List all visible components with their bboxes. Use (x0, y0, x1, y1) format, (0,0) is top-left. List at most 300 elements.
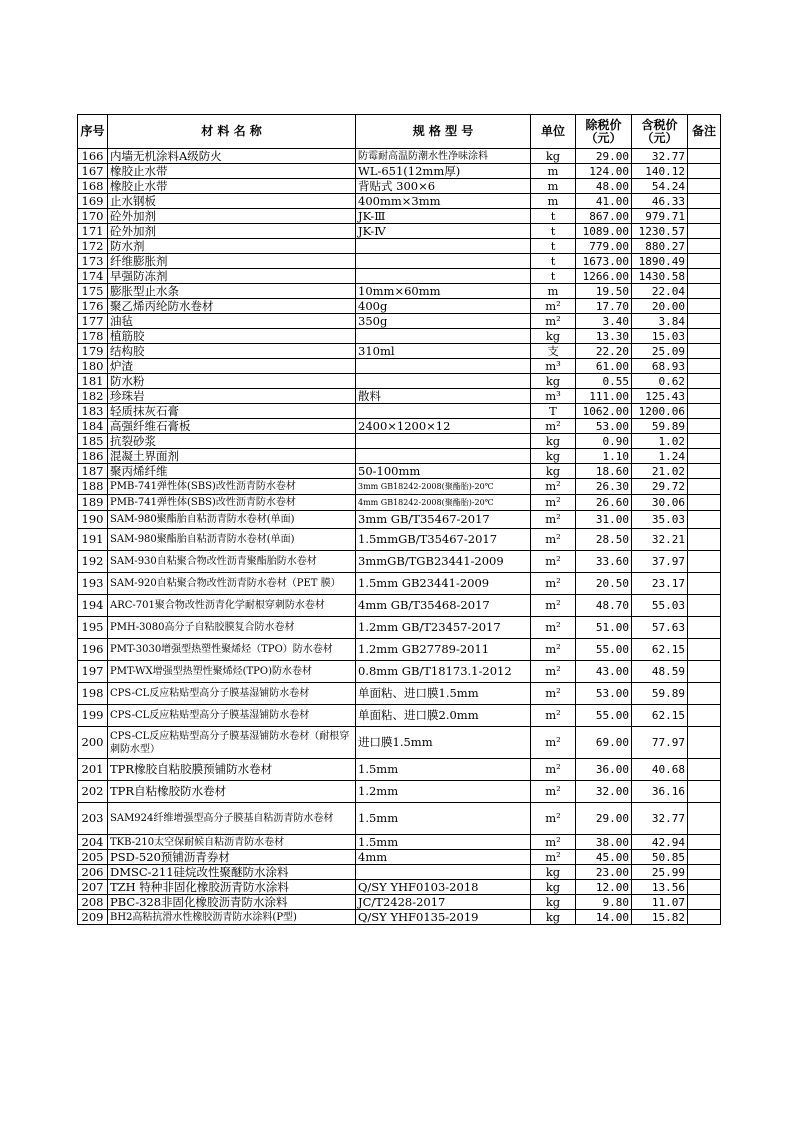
table-row (78, 149, 721, 164)
row-no: 175 (78, 284, 108, 299)
row-price-in-tax: 55.03 (632, 595, 688, 617)
row-no: 182 (78, 389, 108, 404)
row-no: 188 (78, 479, 108, 495)
row-note (688, 149, 721, 164)
row-no: 203 (78, 803, 108, 835)
row-price-in-tax: 35.03 (632, 511, 688, 529)
row-spec (356, 865, 531, 880)
row-spec: JC/T2428-2017 (356, 895, 531, 910)
row-note (688, 344, 721, 359)
row-price-ex-tax: 779.00 (576, 239, 632, 254)
row-no: 173 (78, 254, 108, 269)
table-row (78, 727, 721, 759)
row-material-name: 防水粉 (108, 374, 356, 389)
table-row (78, 254, 721, 269)
row-price-in-tax: 42.94 (632, 835, 688, 850)
row-spec: 4mm GB18242-2008(聚酯胎)-20℃ (356, 495, 531, 511)
row-spec: 1.5mm (356, 803, 531, 835)
row-price-in-tax: 979.71 (632, 209, 688, 224)
row-material-name: PBC-328非固化橡胶沥青防水涂料 (108, 895, 356, 910)
row-material-name: 早强防冻剂 (108, 269, 356, 284)
row-price-in-tax: 21.02 (632, 464, 688, 479)
row-price-in-tax: 22.04 (632, 284, 688, 299)
row-spec: 1.5mm (356, 759, 531, 781)
row-price-ex-tax: 0.90 (576, 434, 632, 449)
table-row (78, 617, 721, 639)
row-material-name: TZH 特种非固化橡胶沥青防水涂料 (108, 880, 356, 895)
row-no: 186 (78, 449, 108, 464)
row-price-in-tax: 0.62 (632, 374, 688, 389)
row-note (688, 835, 721, 850)
row-spec: 1.5mmGB/T35467-2017 (356, 529, 531, 551)
row-material-name: 纤维膨胀剂 (108, 254, 356, 269)
row-material-name: 砼外加剂 (108, 224, 356, 239)
row-material-name: 聚乙烯丙纶防水卷材 (108, 299, 356, 314)
row-price-ex-tax: 14.00 (576, 910, 632, 925)
row-spec: 2400×1200×12 (356, 419, 531, 434)
row-material-name: SAM-920自粘聚合物改性沥青防水卷材（PET 膜） (108, 573, 356, 595)
header-note: 备注 (688, 115, 721, 149)
row-unit: kg (531, 449, 576, 464)
row-no: 180 (78, 359, 108, 374)
row-spec: 散料 (356, 389, 531, 404)
row-price-ex-tax: 48.00 (576, 179, 632, 194)
table-row (78, 404, 721, 419)
row-material-name: BH2高粘抗滑水性橡胶沥青防水涂料(P型) (108, 910, 356, 925)
row-price-in-tax: 3.84 (632, 314, 688, 329)
row-material-name: TPR橡胶自粘胶膜预铺防水卷材 (108, 759, 356, 781)
row-spec: 1.2mm GB/T23457-2017 (356, 617, 531, 639)
row-material-name: 防水剂 (108, 239, 356, 254)
row-unit: m² (531, 314, 576, 329)
row-price-in-tax: 59.89 (632, 683, 688, 705)
row-spec: 4mm GB/T35468-2017 (356, 595, 531, 617)
row-unit: m² (531, 781, 576, 803)
row-unit: m² (531, 759, 576, 781)
row-price-ex-tax: 18.60 (576, 464, 632, 479)
row-no: 199 (78, 705, 108, 727)
row-spec: 3mmGB/TGB23441-2009 (356, 551, 531, 573)
row-unit: kg (531, 329, 576, 344)
row-price-in-tax: 20.00 (632, 299, 688, 314)
row-note (688, 254, 721, 269)
row-note (688, 299, 721, 314)
table-row (78, 329, 721, 344)
header-price-ex-tax-line1: 除税价 (585, 117, 622, 132)
row-note (688, 573, 721, 595)
row-price-in-tax: 62.15 (632, 639, 688, 661)
row-price-ex-tax: 29.00 (576, 149, 632, 164)
row-spec: 350g (356, 314, 531, 329)
table-row (78, 573, 721, 595)
table-row (78, 449, 721, 464)
row-price-ex-tax: 55.00 (576, 705, 632, 727)
row-no: 177 (78, 314, 108, 329)
row-spec: 1.5mm GB23441-2009 (356, 573, 531, 595)
row-spec: 4mm (356, 850, 531, 865)
row-material-name: TKB-210太空保耐候自粘沥青防水卷材 (108, 835, 356, 850)
row-price-in-tax: 140.12 (632, 164, 688, 179)
header-unit: 单位 (531, 115, 576, 149)
row-no: 202 (78, 781, 108, 803)
row-spec: 单面粘、进口膜1.5mm (356, 683, 531, 705)
table-row (78, 374, 721, 389)
row-material-name: 混凝土界面剂 (108, 449, 356, 464)
table-row (78, 759, 721, 781)
row-unit: m² (531, 529, 576, 551)
header-name: 材 料 名 称 (108, 115, 356, 149)
row-price-in-tax: 32.21 (632, 529, 688, 551)
row-material-name: 聚丙烯纤维 (108, 464, 356, 479)
row-note (688, 850, 721, 865)
row-no: 184 (78, 419, 108, 434)
row-price-in-tax: 1.02 (632, 434, 688, 449)
row-no: 190 (78, 511, 108, 529)
row-price-ex-tax: 61.00 (576, 359, 632, 374)
table-row (78, 269, 721, 284)
row-note (688, 479, 721, 495)
row-material-name: 轻质抹灰石膏 (108, 404, 356, 419)
table-row (78, 781, 721, 803)
row-price-ex-tax: 55.00 (576, 639, 632, 661)
table-header-row (78, 115, 721, 149)
row-price-in-tax: 23.17 (632, 573, 688, 595)
row-spec: JK-Ⅲ (356, 209, 531, 224)
table-row (78, 551, 721, 573)
row-price-in-tax: 1890.49 (632, 254, 688, 269)
row-material-name: 砼外加剂 (108, 209, 356, 224)
table-row (78, 314, 721, 329)
row-note (688, 759, 721, 781)
row-note (688, 359, 721, 374)
table-row (78, 359, 721, 374)
row-price-in-tax: 46.33 (632, 194, 688, 209)
row-price-in-tax: 29.72 (632, 479, 688, 495)
row-price-ex-tax: 51.00 (576, 617, 632, 639)
table-row (78, 511, 721, 529)
row-spec: 0.8mm GB/T18173.1-2012 (356, 661, 531, 683)
table-row (78, 239, 721, 254)
row-price-in-tax: 15.82 (632, 910, 688, 925)
row-unit: kg (531, 149, 576, 164)
row-no: 209 (78, 910, 108, 925)
row-price-ex-tax: 28.50 (576, 529, 632, 551)
row-spec: Q/SY YHF0135-2019 (356, 910, 531, 925)
row-price-ex-tax: 48.70 (576, 595, 632, 617)
header-price-ex-tax-line2: （元） (585, 130, 622, 145)
row-price-in-tax: 880.27 (632, 239, 688, 254)
row-spec (356, 239, 531, 254)
row-unit: t (531, 269, 576, 284)
row-no: 181 (78, 374, 108, 389)
row-note (688, 595, 721, 617)
row-price-ex-tax: 13.30 (576, 329, 632, 344)
row-unit: m (531, 164, 576, 179)
row-no: 206 (78, 865, 108, 880)
row-material-name: CPS-CL反应粘贴型高分子膜基湿铺防水卷材 (108, 683, 356, 705)
table-row (78, 194, 721, 209)
row-material-name: SAM-980聚酯胎自粘沥青防水卷材(单面) (108, 529, 356, 551)
row-no: 205 (78, 850, 108, 865)
row-price-in-tax: 48.59 (632, 661, 688, 683)
row-no: 166 (78, 149, 108, 164)
row-price-ex-tax: 22.20 (576, 344, 632, 359)
row-no: 169 (78, 194, 108, 209)
row-no: 187 (78, 464, 108, 479)
table-row (78, 529, 721, 551)
row-no: 194 (78, 595, 108, 617)
row-unit: kg (531, 880, 576, 895)
row-price-ex-tax: 33.60 (576, 551, 632, 573)
row-price-in-tax: 11.07 (632, 895, 688, 910)
row-unit: m² (531, 639, 576, 661)
table-row (78, 803, 721, 835)
row-note (688, 781, 721, 803)
row-no: 204 (78, 835, 108, 850)
row-spec: 1.5mm (356, 835, 531, 850)
row-price-ex-tax: 69.00 (576, 727, 632, 759)
row-price-in-tax: 40.68 (632, 759, 688, 781)
table-row (78, 705, 721, 727)
row-price-in-tax: 57.63 (632, 617, 688, 639)
row-no: 201 (78, 759, 108, 781)
row-note (688, 880, 721, 895)
row-spec: WL-651(12mm厚) (356, 164, 531, 179)
row-spec: 背贴式 300×6 (356, 179, 531, 194)
row-material-name: CPS-CL反应粘贴型高分子膜基湿铺防水卷材 (108, 705, 356, 727)
material-price-table (77, 114, 721, 925)
row-no: 174 (78, 269, 108, 284)
table-row (78, 344, 721, 359)
row-no: 179 (78, 344, 108, 359)
row-unit: m² (531, 835, 576, 850)
row-unit: T (531, 404, 576, 419)
table-row (78, 895, 721, 910)
row-price-ex-tax: 26.60 (576, 495, 632, 511)
row-no: 189 (78, 495, 108, 511)
row-spec (356, 434, 531, 449)
row-price-ex-tax: 45.00 (576, 850, 632, 865)
row-no: 198 (78, 683, 108, 705)
row-note (688, 727, 721, 759)
row-no: 193 (78, 573, 108, 595)
table-row (78, 880, 721, 895)
row-note (688, 224, 721, 239)
row-material-name: SAM924纤维增强型高分子膜基自粘沥青防水卷材 (108, 803, 356, 835)
table-row (78, 419, 721, 434)
table-row (78, 179, 721, 194)
row-no: 200 (78, 727, 108, 759)
row-material-name: 油毡 (108, 314, 356, 329)
row-note (688, 529, 721, 551)
row-price-in-tax: 62.15 (632, 705, 688, 727)
row-price-in-tax: 25.09 (632, 344, 688, 359)
row-no: 191 (78, 529, 108, 551)
row-material-name: PMH-3080高分子自粘胶膜复合防水卷材 (108, 617, 356, 639)
row-price-ex-tax: 32.00 (576, 781, 632, 803)
row-spec: Q/SY YHF0103-2018 (356, 880, 531, 895)
table-row (78, 661, 721, 683)
row-unit: m² (531, 727, 576, 759)
row-no: 197 (78, 661, 108, 683)
row-unit: m (531, 284, 576, 299)
row-spec: 进口膜1.5mm (356, 727, 531, 759)
row-material-name: 橡胶止水带 (108, 164, 356, 179)
row-material-name: 植筋胶 (108, 329, 356, 344)
row-price-in-tax: 15.03 (632, 329, 688, 344)
row-material-name: 橡胶止水带 (108, 179, 356, 194)
table-row (78, 639, 721, 661)
row-no: 208 (78, 895, 108, 910)
row-spec: 10mm×60mm (356, 284, 531, 299)
row-note (688, 209, 721, 224)
row-unit: m² (531, 617, 576, 639)
row-material-name: 抗裂砂浆 (108, 434, 356, 449)
row-material-name: PMT-3030增强型热塑性聚烯烃（TPO）防水卷材 (108, 639, 356, 661)
row-spec: 310ml (356, 344, 531, 359)
table-row (78, 850, 721, 865)
row-spec (356, 254, 531, 269)
row-note (688, 179, 721, 194)
row-material-name: ARC-701聚合物改性沥青化学耐根穿刺防水卷材 (108, 595, 356, 617)
row-spec: 400g (356, 299, 531, 314)
row-price-in-tax: 36.16 (632, 781, 688, 803)
row-material-name: DMSC-211硅烷改性聚醚防水涂料 (108, 865, 356, 880)
row-material-name: 内墙无机涂料A级防火 (108, 149, 356, 164)
row-unit: m² (531, 803, 576, 835)
header-price-in-tax-line2: （元） (641, 130, 678, 145)
row-note (688, 464, 721, 479)
row-price-ex-tax: 1266.00 (576, 269, 632, 284)
row-price-ex-tax: 19.50 (576, 284, 632, 299)
row-price-ex-tax: 53.00 (576, 419, 632, 434)
row-price-in-tax: 50.85 (632, 850, 688, 865)
row-material-name: PMT-WX增强型热塑性聚烯烃(TPO)防水卷材 (108, 661, 356, 683)
row-note (688, 239, 721, 254)
row-price-in-tax: 37.97 (632, 551, 688, 573)
row-note (688, 617, 721, 639)
row-material-name: 炉渣 (108, 359, 356, 374)
row-material-name: SAM-930自粘聚合物改性沥青聚酯胎防水卷材 (108, 551, 356, 573)
row-no: 207 (78, 880, 108, 895)
row-price-ex-tax: 36.00 (576, 759, 632, 781)
table-row (78, 835, 721, 850)
row-unit: m³ (531, 359, 576, 374)
row-note (688, 683, 721, 705)
table-row (78, 910, 721, 925)
row-spec: 1.2mm GB27789-2011 (356, 639, 531, 661)
row-note (688, 284, 721, 299)
table-row (78, 164, 721, 179)
row-unit: m (531, 179, 576, 194)
row-material-name: PMB-741弹性体(SBS)改性沥青防水卷材 (108, 495, 356, 511)
table-row (78, 434, 721, 449)
row-material-name: 高强纤维石膏板 (108, 419, 356, 434)
row-no: 185 (78, 434, 108, 449)
row-price-in-tax: 13.56 (632, 880, 688, 895)
row-price-ex-tax: 3.40 (576, 314, 632, 329)
row-note (688, 639, 721, 661)
row-price-ex-tax: 26.30 (576, 479, 632, 495)
row-price-ex-tax: 124.00 (576, 164, 632, 179)
row-spec: 50-100mm (356, 464, 531, 479)
row-price-in-tax: 32.77 (632, 803, 688, 835)
row-price-ex-tax: 9.80 (576, 895, 632, 910)
row-no: 192 (78, 551, 108, 573)
row-no: 176 (78, 299, 108, 314)
row-no: 183 (78, 404, 108, 419)
row-note (688, 910, 721, 925)
row-spec (356, 404, 531, 419)
table-row (78, 479, 721, 495)
row-note (688, 551, 721, 573)
row-note (688, 434, 721, 449)
header-price-in-tax (632, 115, 688, 149)
row-note (688, 419, 721, 434)
row-spec: 3mm GB18242-2008(聚酯胎)-20℃ (356, 479, 531, 495)
row-price-ex-tax: 1673.00 (576, 254, 632, 269)
row-note (688, 194, 721, 209)
row-unit: m² (531, 683, 576, 705)
row-note (688, 895, 721, 910)
row-material-name: PSD-520预铺沥青券材 (108, 850, 356, 865)
row-price-ex-tax: 29.00 (576, 803, 632, 835)
row-price-in-tax: 32.77 (632, 149, 688, 164)
row-unit: m³ (531, 389, 576, 404)
row-unit: m² (531, 595, 576, 617)
row-spec (356, 374, 531, 389)
row-unit: kg (531, 374, 576, 389)
row-no: 172 (78, 239, 108, 254)
header-price-in-tax-line1: 含税价 (641, 117, 678, 132)
row-note (688, 865, 721, 880)
row-note (688, 449, 721, 464)
row-no: 167 (78, 164, 108, 179)
row-price-ex-tax: 38.00 (576, 835, 632, 850)
row-unit: m² (531, 419, 576, 434)
table-row (78, 209, 721, 224)
row-material-name: 珍珠岩 (108, 389, 356, 404)
row-price-ex-tax: 17.70 (576, 299, 632, 314)
row-price-ex-tax: 20.50 (576, 573, 632, 595)
row-price-in-tax: 30.06 (632, 495, 688, 511)
row-price-ex-tax: 1062.00 (576, 404, 632, 419)
row-spec: 1.2mm (356, 781, 531, 803)
row-unit: t (531, 209, 576, 224)
row-price-in-tax: 54.24 (632, 179, 688, 194)
table-row (78, 495, 721, 511)
row-no: 195 (78, 617, 108, 639)
row-note (688, 661, 721, 683)
row-note (688, 404, 721, 419)
row-price-ex-tax: 1089.00 (576, 224, 632, 239)
row-no: 178 (78, 329, 108, 344)
row-price-ex-tax: 1.10 (576, 449, 632, 464)
row-spec (356, 269, 531, 284)
row-unit: m² (531, 705, 576, 727)
row-price-ex-tax: 12.00 (576, 880, 632, 895)
row-note (688, 389, 721, 404)
row-price-ex-tax: 41.00 (576, 194, 632, 209)
row-note (688, 269, 721, 284)
table-row (78, 683, 721, 705)
row-no: 196 (78, 639, 108, 661)
row-unit: kg (531, 895, 576, 910)
row-unit: m² (531, 495, 576, 511)
table-row (78, 865, 721, 880)
row-price-in-tax: 68.93 (632, 359, 688, 374)
row-spec: 400mm×3mm (356, 194, 531, 209)
